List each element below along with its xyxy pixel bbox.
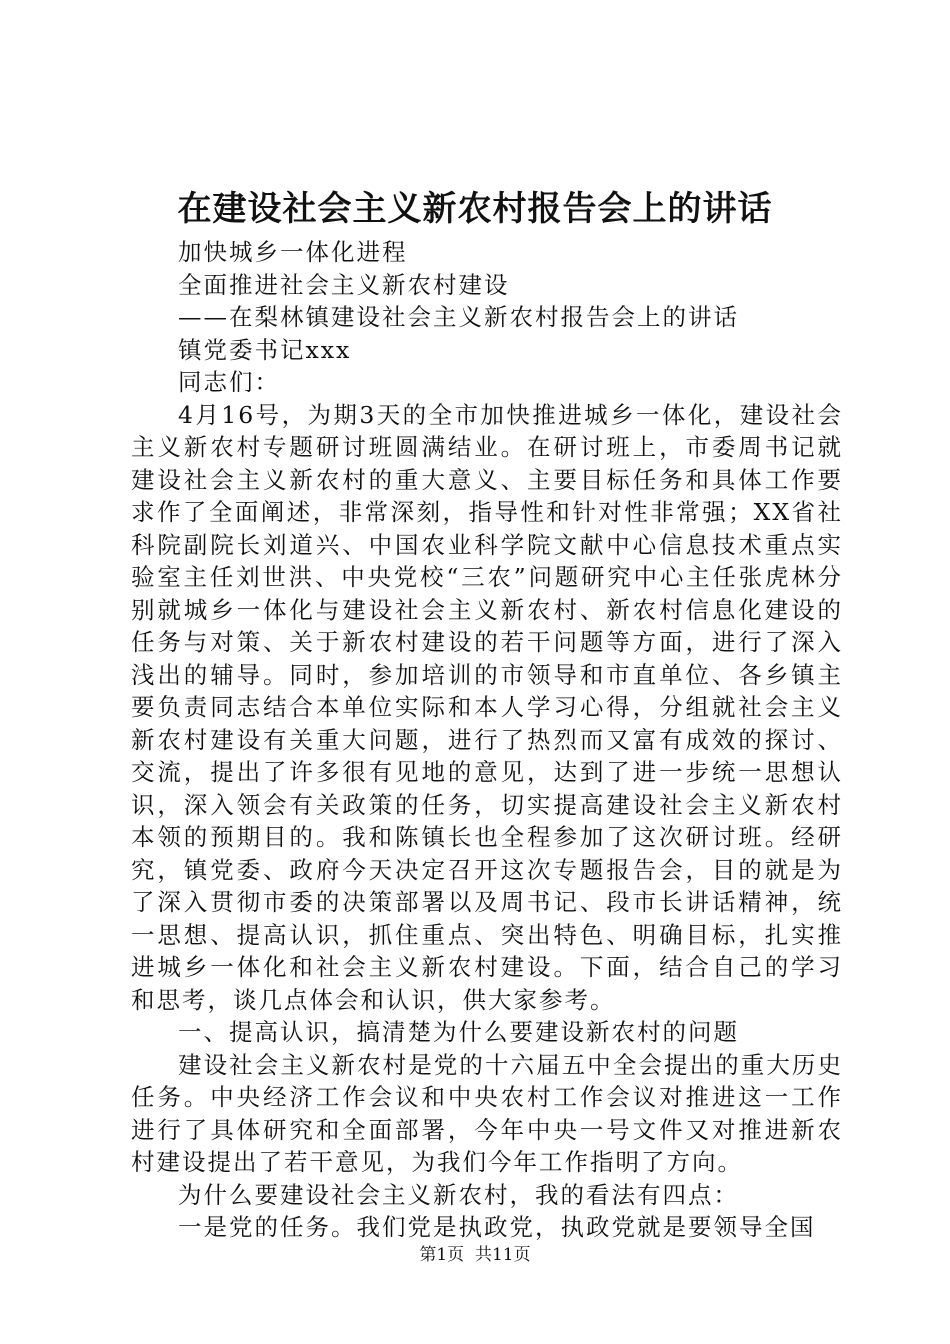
section-heading: 一、提高认识，搞清楚为什么要建设新农村的问题 xyxy=(178,1018,739,1046)
subtitle-line-3: ——在梨林镇建设社会主义新农村报告会上的讲话 xyxy=(178,303,739,331)
document-title: 在建设社会主义新农村报告会上的讲话 xyxy=(177,189,773,229)
body-paragraph: 为什么要建设社会主义新农村，我的看法有四点： xyxy=(178,1180,739,1209)
subtitle-line-1: 加快城乡一体化进程 xyxy=(178,238,408,266)
subtitle-line-2: 全面推进社会主义新农村建设 xyxy=(178,270,510,299)
body-paragraph: 4月16号，为期3天的全市加快推进城乡一体化，建设社会主义新农村专题研讨班圆满结业。在研讨班上，市委周书记就建设社会主义新农村的重大意义、主要目标任务和具体工作要求作了全面阐述，非常深刻，指导性和针对性非常强；XX省社科院副院长刘道兴、中国农业科学院文献中心信息技术重点实验室主任刘世洪、中央党校“三农”问题研究中心主任张虎林分别就城乡一体化与建设社会主义新农村、新农村信息化建设的任务与对策、关于新农村建设的若干问题等方面，进行了深入浅出的辅导。同时，参加培训的市领导和市直单位、各乡镇主要负责同志结合本单位实际和本人学习心得，分组就社会主义新农村建设有关重大问题，进行了热烈而又富有成效的探讨、交流，提出了许多很有见地的意见，达到了进一步统一思想认识，深入领会有关政策的任务，切实提高建设社会主义新农村本领的预期目的。我和陈镇长也全程参加了这次研讨班。经研究，镇党委、政府今天决定召开这次专题报告会，目的就是为了深入贯彻市委的决策部署以及周书记、段市长讲话精神，统一思想、提高认识，抓住重点、突出特色、明确目标，扎实推进城乡一体化和社会主义新农村建设。下面，结合自己的学习和思考，谈几点体会和认识，供大家参考。 xyxy=(131,400,843,1014)
document-body xyxy=(131,236,843,1244)
body-paragraph: 建设社会主义新农村是党的十六届五中全会提出的重大历史任务。中央经济工作会议和中央农村工作会议对推进这一工作进行了具体研究和全面部署，今年中央一号文件又对推进新农村建设提出了若干意见，为我们今年工作指明了方向。 xyxy=(131,1050,843,1176)
speaker-line: 镇党委书记xxx xyxy=(178,335,352,364)
salutation: 同志们： xyxy=(178,368,280,396)
page-number-footer: 第1页 共11页 xyxy=(419,1245,531,1265)
body-paragraph: 一是党的任务。我们党是执政党，执政党就是要领导全国 xyxy=(178,1213,816,1241)
